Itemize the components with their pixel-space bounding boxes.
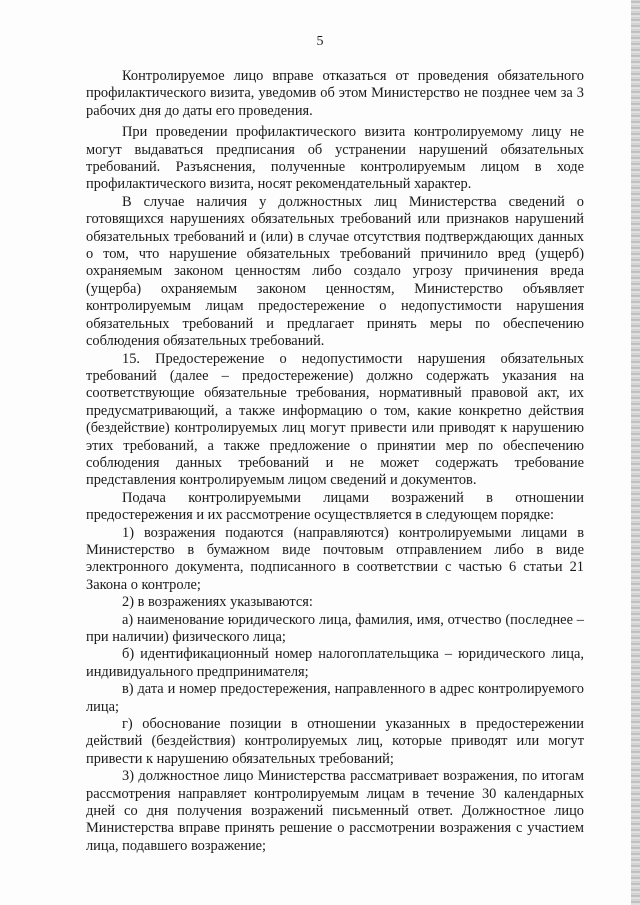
- paragraph-subitem-3: 3) должностное лицо Министерства рассматривает возражения, по итогам рассмотрения направляет контролируемым лицам в течение 30 календарных дней со дня получения возражений письменный ответ. Должностное лицо Министерства вправе принять решение о рассмотрении возражения с участием лица, подавшего возражение;: [86, 768, 584, 854]
- paragraph-objections-procedure: Подача контролируемыми лицами возражений в отношении предостережения и их рассмотрение осуществляется в следующем порядке:: [86, 489, 584, 524]
- page-number: 5: [316, 34, 324, 49]
- paragraph-subitem-v: в) дата и номер предостережения, направленного в адрес контролируемого лица;: [86, 681, 584, 715]
- paragraph-subitem-b: б) идентификационный номер налогоплательщика – юридического лица, индивидуального предпринимателя;: [86, 646, 584, 680]
- document-body: [86, 68, 584, 855]
- paragraph-no-orders: При проведении профилактического визита контролируемому лицу не могут выдаваться предписания об устранении нарушений обязательных требований. Разъяснения, полученные контролируемым лицом в ходе профилактического визита, носят рекомендательный характер.: [86, 124, 584, 193]
- paragraph-item-15: 15. Предостережение о недопустимости нарушения обязательных требований (далее – предостережение) должно содержать указания на соответствующие обязательные требования, нормативный правовой акт, их предусматривающий, а также информацию о том, какие конкретно действия (бездействие) контролируемых лиц могут привести или приводят к нарушению этих требований, а также предложение о принятии мер по обеспечению соблюдения данных требований и не может содержать требование представления контролируемым лицом сведений и документов.: [86, 350, 584, 489]
- paragraph-subitem-a: а) наименование юридического лица, фамилия, имя, отчество (последнее – при наличии) физического лица;: [86, 611, 584, 645]
- paragraph-warning-announcement: В случае наличия у должностных лиц Министерства сведений о готовящихся нарушениях обязательных требований или признаков нарушений обязательных требований и (или) в случае отсутствия подтверждающих данных о том, что нарушение обязательных требований причинило вред (ущерб) охраняемым законом ценностям либо создало угрозу причинения вреда (ущерба) охраняемым законом ценностям, Министерство объявляет контролируемым лицам предостережение о недопустимости нарушения обязательных требований и предлагает принять меры по обеспечению соблюдения обязательных требований.: [86, 193, 584, 350]
- paragraph-subitem-g: г) обоснование позиции в отношении указанных в предостережении действий (бездействия) контролируемых лиц, которые приводят или могут привести к нарушению обязательных требований;: [86, 716, 584, 767]
- paragraph-subitem-2: 2) в возражениях указываются:: [122, 594, 313, 611]
- paragraph-subitem-1: 1) возражения подаются (направляются) контролируемыми лицами в Министерство в бумажном виде почтовым отправлением либо в виде электронного документа, подписанного в соответствии с частью 6 статьи 21 Закона о контроле;: [86, 524, 584, 593]
- paragraph-refusal-visit: Контролируемое лицо вправе отказаться от проведения обязательного профилактического визита, уведомив об этом Министерство не позднее чем за 3 рабочих дня до даты его проведения.: [86, 68, 584, 119]
- scan-edge-shadow: [631, 0, 640, 905]
